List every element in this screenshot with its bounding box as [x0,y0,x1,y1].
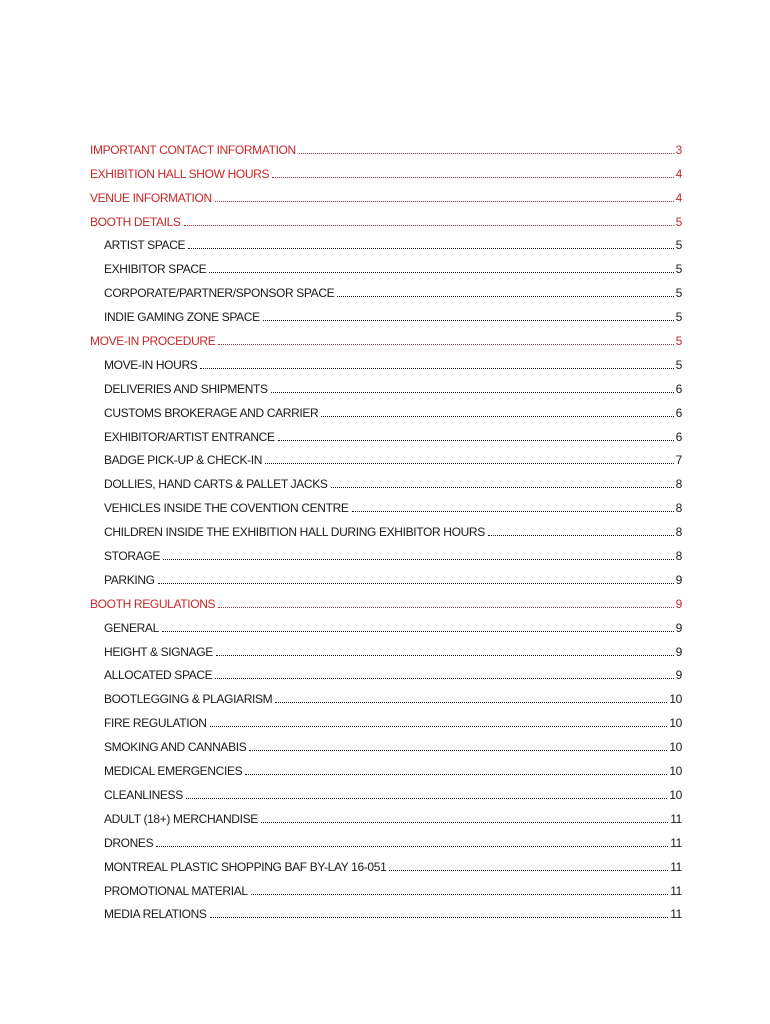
dot-leader [389,870,668,871]
dot-leader [156,846,668,847]
toc-subsection-entry[interactable] [90,730,682,754]
toc-subsection-entry[interactable] [90,659,682,683]
dot-leader [352,511,674,512]
toc-subsection-entry[interactable] [90,539,682,563]
toc-subsection-entry[interactable] [90,850,682,874]
dot-leader [488,535,674,536]
toc-page-number: 10 [669,740,682,755]
toc-page-number: 8 [675,525,682,540]
toc-page-number: 4 [675,190,682,205]
toc-entry-label[interactable]: ADULT (18+) MERCHANDISE [104,811,258,826]
toc-page-number: 8 [675,477,682,492]
dot-leader [200,368,673,369]
toc-entry-label[interactable]: BOOTLEGGING & PLAGIARISM [104,692,273,707]
dot-leader [263,320,674,321]
toc-entry-label[interactable]: CUSTOMS BROKERAGE AND CARRIER [104,405,319,420]
toc-subsection-entry[interactable] [90,682,682,706]
toc-page-number: 5 [675,238,682,253]
dot-leader [210,726,668,727]
toc-subsection-entry[interactable] [90,874,682,898]
dot-leader [162,631,674,632]
toc-section-entry[interactable] [90,133,682,157]
toc-page-number: 9 [675,620,682,635]
toc-entry-label[interactable]: BOOTH DETAILS [90,214,181,229]
toc-entry-label[interactable]: FIRE REGULATION [104,716,207,731]
toc-subsection-entry[interactable] [90,300,682,324]
toc-subsection-entry[interactable] [90,635,682,659]
toc-page-number: 6 [675,381,682,396]
toc-entry-label[interactable]: VENUE INFORMATION [90,190,212,205]
dot-leader [278,440,674,441]
toc-page-number: 5 [675,357,682,372]
toc-page-number: 9 [675,572,682,587]
toc-page-number: 9 [675,644,682,659]
toc-entry-label[interactable]: MEDICAL EMERGENCIES [104,764,243,779]
toc-section-entry[interactable] [90,205,682,229]
toc-entry-label[interactable]: EXHIBITOR/ARTIST ENTRANCE [104,429,275,444]
toc-subsection-entry[interactable] [90,826,682,850]
toc-entry-label[interactable]: PARKING [104,572,155,587]
toc-page-number: 11 [670,883,682,898]
dot-leader [261,822,668,823]
dot-leader [245,774,667,775]
toc-entry-label[interactable]: DOLLIES, HAND CARTS & PALLET JACKS [104,477,328,492]
toc-subsection-entry[interactable] [90,611,682,635]
toc-page-number: 8 [675,549,682,564]
toc-entry-label[interactable]: CORPORATE/PARTNER/SPONSOR SPACE [104,286,335,301]
toc-page-number: 4 [675,166,682,181]
dot-leader [271,392,674,393]
toc-page-number: 9 [675,596,682,611]
dot-leader [216,655,674,656]
toc-page-number: 10 [669,787,682,802]
toc-entry-label[interactable]: MOVE-IN PROCEDURE [90,334,216,349]
toc-subsection-entry[interactable] [90,802,682,826]
toc-entry-label[interactable]: BOOTH REGULATIONS [90,596,216,611]
dot-leader [251,894,669,895]
dot-leader [158,583,674,584]
toc-page-number: 5 [675,310,682,325]
toc-subsection-entry[interactable] [90,252,682,276]
toc-entry-label[interactable]: BADGE PICK-UP & CHECK-IN [104,453,263,468]
toc-subsection-entry[interactable] [90,276,682,300]
dot-leader [337,296,673,297]
toc-entry-label[interactable]: PROMOTIONAL MATERIAL [104,883,248,898]
toc-entry-label[interactable]: ALLOCATED SPACE [104,668,213,683]
toc-subsection-entry[interactable] [90,444,682,468]
toc-page-number: 6 [675,405,682,420]
toc-subsection-entry[interactable] [90,754,682,778]
toc-subsection-entry[interactable] [90,898,682,922]
toc-subsection-entry[interactable] [90,515,682,539]
dot-leader [331,487,674,488]
toc-subsection-entry[interactable] [90,420,682,444]
toc-entry-label[interactable]: MOVE-IN HOURS [104,357,198,372]
toc-entry-label[interactable]: GENERAL [104,620,159,635]
dot-leader [218,344,673,345]
toc-subsection-entry[interactable] [90,706,682,730]
toc-page-number: 5 [675,286,682,301]
toc-subsection-entry[interactable] [90,467,682,491]
toc-page-number: 9 [675,668,682,683]
toc-page-number: 10 [669,764,682,779]
toc-entry-label[interactable]: CLEANLINESS [104,787,183,802]
toc-page-number: 5 [675,334,682,349]
toc-entry-label[interactable]: EXHIBITION HALL SHOW HOURS [90,166,270,181]
toc-page-number: 3 [675,142,682,157]
dot-leader [209,272,673,273]
toc-section-entry[interactable] [90,324,682,348]
dot-leader [215,678,673,679]
toc-entry-label[interactable]: INDIE GAMING ZONE SPACE [104,310,260,325]
toc-page-number: 7 [675,453,682,468]
toc-page-number: 6 [675,429,682,444]
dot-leader [265,463,674,464]
toc-page-number: 11 [670,811,682,826]
toc-entry-label[interactable]: DELIVERIES AND SHIPMENTS [104,381,268,396]
toc-entry-label[interactable]: STORAGE [104,549,161,564]
toc-subsection-entry[interactable] [90,372,682,396]
toc-page-number: 10 [669,716,682,731]
dot-leader [186,798,667,799]
toc-subsection-entry[interactable] [90,396,682,420]
dot-leader [272,177,674,178]
dot-leader [188,248,674,249]
toc-entry-label[interactable]: CHILDREN INSIDE THE EXHIBITION HALL DURING EXHIBITOR HOURS [104,525,485,540]
dot-leader [299,153,674,154]
toc-entry-label[interactable]: VEHICLES INSIDE THE COVENTION CENTRE [104,501,349,516]
toc-section-entry[interactable] [90,157,682,181]
dot-leader [184,225,674,226]
toc-page-number: 11 [670,907,682,922]
toc-entry-label[interactable]: HEIGHT & SIGNAGE [104,644,213,659]
toc-entry-label[interactable]: SMOKING AND CANNABIS [104,740,247,755]
dot-leader [210,917,669,918]
toc-entry-label[interactable]: IMPORTANT CONTACT INFORMATION [90,142,296,157]
dot-leader [249,750,667,751]
table-of-contents [90,133,682,921]
dot-leader [275,702,667,703]
toc-page-number: 11 [670,859,682,874]
dot-leader [218,607,673,608]
toc-entry-label[interactable]: DRONES [104,835,154,850]
toc-page-number: 10 [669,692,682,707]
toc-entry-label[interactable]: EXHIBITOR SPACE [104,262,207,277]
dot-leader [215,201,674,202]
toc-entry-label[interactable]: MONTREAL PLASTIC SHOPPING BAF BY-LAY 16-051 [104,859,387,874]
toc-subsection-entry[interactable] [90,348,682,372]
toc-page-number: 5 [675,262,682,277]
dot-leader [163,559,674,560]
toc-page-number: 5 [675,214,682,229]
toc-subsection-entry[interactable] [90,778,682,802]
toc-page-number: 8 [675,501,682,516]
toc-subsection-entry[interactable] [90,229,682,253]
dot-leader [321,416,673,417]
toc-section-entry[interactable] [90,587,682,611]
toc-subsection-entry[interactable] [90,563,682,587]
toc-page-number: 11 [670,835,682,850]
toc-subsection-entry[interactable] [90,491,682,515]
toc-section-entry[interactable] [90,181,682,205]
toc-entry-label[interactable]: ARTIST SPACE [104,238,186,253]
toc-entry-label[interactable]: MEDIA RELATIONS [104,907,207,922]
